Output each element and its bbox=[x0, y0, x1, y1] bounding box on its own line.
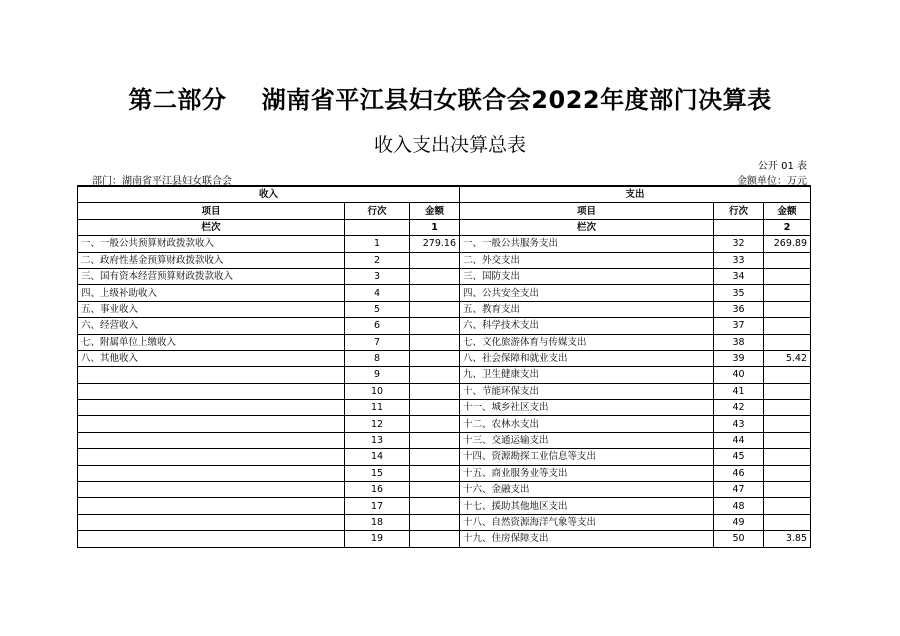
income-line-cell: 14 bbox=[345, 449, 410, 465]
income-line-cell: 18 bbox=[345, 514, 410, 530]
expense-item-cell: 十九、住房保障支出 bbox=[460, 531, 714, 547]
income-line-cell: 17 bbox=[345, 498, 410, 514]
expense-item-cell: 十二、农林水支出 bbox=[460, 416, 714, 432]
expense-line-cell: 39 bbox=[714, 350, 764, 366]
income-line-cell: 6 bbox=[345, 318, 410, 334]
expense-amount-cell: 3.85 bbox=[764, 531, 811, 547]
table-row bbox=[78, 252, 811, 268]
expense-line-cell: 49 bbox=[714, 514, 764, 530]
expense-item-cell: 十六、金融支出 bbox=[460, 482, 714, 498]
income-amount-cell bbox=[410, 514, 460, 530]
expense-line-cell: 35 bbox=[714, 285, 764, 301]
income-amount-cell bbox=[410, 350, 460, 366]
income-amount-cell bbox=[410, 531, 460, 547]
expense-line-cell: 41 bbox=[714, 383, 764, 399]
column-number-row bbox=[78, 219, 811, 235]
expense-item-cell: 三、国防支出 bbox=[460, 268, 714, 284]
expense-amount-cell bbox=[764, 498, 811, 514]
income-item-cell bbox=[78, 465, 345, 481]
income-line-cell: 8 bbox=[345, 350, 410, 366]
income-item-cell bbox=[78, 498, 345, 514]
table-row bbox=[78, 334, 811, 350]
income-line-cell: 1 bbox=[345, 236, 410, 252]
income-item-cell bbox=[78, 531, 345, 547]
income-col-number: 1 bbox=[410, 219, 460, 235]
table-subtitle: 收入支出决算总表 bbox=[373, 134, 526, 156]
expense-line-cell: 45 bbox=[714, 449, 764, 465]
expense-amount-cell bbox=[764, 449, 811, 465]
income-amount-cell bbox=[410, 465, 460, 481]
expense-amount-cell: 5.42 bbox=[764, 350, 811, 366]
table-row bbox=[78, 367, 811, 383]
income-amount-cell bbox=[410, 285, 460, 301]
income-item-cell bbox=[78, 432, 345, 448]
expense-amount-cell bbox=[764, 416, 811, 432]
income-line-cell: 5 bbox=[345, 301, 410, 317]
income-section-header: 收入 bbox=[78, 186, 460, 203]
income-item-cell bbox=[78, 482, 345, 498]
expense-line-cell: 47 bbox=[714, 482, 764, 498]
table-row bbox=[78, 514, 811, 530]
income-line-cell: 9 bbox=[345, 367, 410, 383]
expense-amount-cell bbox=[764, 268, 811, 284]
expense-item-cell: 九、卫生健康支出 bbox=[460, 367, 714, 383]
expense-section-header: 支出 bbox=[460, 186, 811, 203]
expense-item-cell: 七、文化旅游体育与传媒支出 bbox=[460, 334, 714, 350]
expense-item-header: 项目 bbox=[460, 203, 714, 219]
expense-col-label: 栏次 bbox=[460, 219, 714, 235]
expense-line-cell: 34 bbox=[714, 268, 764, 284]
income-item-cell bbox=[78, 449, 345, 465]
expense-item-cell: 十四、资源勘探工业信息等支出 bbox=[460, 449, 714, 465]
expense-line-cell: 46 bbox=[714, 465, 764, 481]
income-item-cell: 二、政府性基金预算财政拨款收入 bbox=[78, 252, 345, 268]
income-col-blank bbox=[345, 219, 410, 235]
table-row bbox=[78, 318, 811, 334]
table-row bbox=[78, 432, 811, 448]
table-row bbox=[78, 268, 811, 284]
expense-amount-cell bbox=[764, 482, 811, 498]
income-amount-cell bbox=[410, 252, 460, 268]
expense-amount-cell bbox=[764, 465, 811, 481]
income-expense-table bbox=[77, 185, 811, 548]
expense-line-cell: 44 bbox=[714, 432, 764, 448]
form-number: 公开 01 表 bbox=[757, 161, 807, 172]
income-amount-cell bbox=[410, 432, 460, 448]
expense-line-cell: 40 bbox=[714, 367, 764, 383]
income-line-cell: 13 bbox=[345, 432, 410, 448]
income-amount-cell bbox=[410, 301, 460, 317]
table-row bbox=[78, 482, 811, 498]
income-amount-cell bbox=[410, 482, 460, 498]
page-title: 第二部分 湖南省平江县妇女联合会2022年度部门决算表 bbox=[128, 86, 772, 114]
section-header-row bbox=[78, 186, 811, 203]
table-row bbox=[78, 383, 811, 399]
expense-line-cell: 33 bbox=[714, 252, 764, 268]
amount-unit: 金额单位：万元 bbox=[737, 176, 807, 187]
expense-line-cell: 36 bbox=[714, 301, 764, 317]
expense-col-number: 2 bbox=[764, 219, 811, 235]
expense-amount-cell bbox=[764, 383, 811, 399]
expense-item-cell: 十七、援助其他地区支出 bbox=[460, 498, 714, 514]
income-line-cell: 15 bbox=[345, 465, 410, 481]
table-row bbox=[78, 301, 811, 317]
expense-item-cell: 四、公共安全支出 bbox=[460, 285, 714, 301]
income-line-cell: 10 bbox=[345, 383, 410, 399]
expense-item-cell: 十八、自然资源海洋气象等支出 bbox=[460, 514, 714, 530]
expense-item-cell: 一、一般公共服务支出 bbox=[460, 236, 714, 252]
expense-item-cell: 六、科学技术支出 bbox=[460, 318, 714, 334]
expense-line-cell: 42 bbox=[714, 400, 764, 416]
income-line-cell: 19 bbox=[345, 531, 410, 547]
income-amount-cell bbox=[410, 318, 460, 334]
income-item-header: 项目 bbox=[78, 203, 345, 219]
income-item-cell: 三、国有资本经营预算财政拨款收入 bbox=[78, 268, 345, 284]
table-row bbox=[78, 531, 811, 547]
income-amount-cell: 279.16 bbox=[410, 236, 460, 252]
income-item-cell: 六、经营收入 bbox=[78, 318, 345, 334]
expense-item-cell: 八、社会保障和就业支出 bbox=[460, 350, 714, 366]
table-row bbox=[78, 236, 811, 252]
table-row bbox=[78, 285, 811, 301]
income-item-cell bbox=[78, 383, 345, 399]
income-amount-cell bbox=[410, 268, 460, 284]
income-item-cell bbox=[78, 400, 345, 416]
income-amount-cell bbox=[410, 400, 460, 416]
income-line-cell: 4 bbox=[345, 285, 410, 301]
expense-item-cell: 十、节能环保支出 bbox=[460, 383, 714, 399]
table-row bbox=[78, 465, 811, 481]
income-item-cell bbox=[78, 416, 345, 432]
department-label: 部门：湖南省平江县妇女联合会 bbox=[92, 176, 232, 187]
expense-item-cell: 十五、商业服务业等支出 bbox=[460, 465, 714, 481]
expense-amount-cell bbox=[764, 285, 811, 301]
income-line-cell: 3 bbox=[345, 268, 410, 284]
income-item-cell: 八、其他收入 bbox=[78, 350, 345, 366]
expense-item-cell: 五、教育支出 bbox=[460, 301, 714, 317]
income-item-cell: 四、上级补助收入 bbox=[78, 285, 345, 301]
income-amount-cell bbox=[410, 383, 460, 399]
income-item-cell: 五、事业收入 bbox=[78, 301, 345, 317]
expense-amount-cell bbox=[764, 432, 811, 448]
table-row bbox=[78, 400, 811, 416]
income-item-cell: 七、附属单位上缴收入 bbox=[78, 334, 345, 350]
income-line-header: 行次 bbox=[345, 203, 410, 219]
income-line-cell: 2 bbox=[345, 252, 410, 268]
income-col-label: 栏次 bbox=[78, 219, 345, 235]
table-row bbox=[78, 449, 811, 465]
income-amount-cell bbox=[410, 334, 460, 350]
income-amount-cell bbox=[410, 449, 460, 465]
column-header-row bbox=[78, 203, 811, 219]
income-amount-cell bbox=[410, 498, 460, 514]
table-row bbox=[78, 350, 811, 366]
income-item-cell bbox=[78, 367, 345, 383]
income-amount-cell bbox=[410, 367, 460, 383]
table-row bbox=[78, 416, 811, 432]
expense-line-cell: 43 bbox=[714, 416, 764, 432]
expense-line-cell: 50 bbox=[714, 531, 764, 547]
expense-amount-cell bbox=[764, 318, 811, 334]
expense-col-blank bbox=[714, 219, 764, 235]
expense-amount-cell bbox=[764, 334, 811, 350]
expense-amount-cell bbox=[764, 301, 811, 317]
expense-item-cell: 十一、城乡社区支出 bbox=[460, 400, 714, 416]
expense-line-cell: 32 bbox=[714, 236, 764, 252]
expense-item-cell: 十三、交通运输支出 bbox=[460, 432, 714, 448]
income-item-cell: 一、一般公共预算财政拨款收入 bbox=[78, 236, 345, 252]
expense-item-cell: 二、外交支出 bbox=[460, 252, 714, 268]
expense-amount-cell: 269.89 bbox=[764, 236, 811, 252]
income-item-cell bbox=[78, 514, 345, 530]
expense-amount-cell bbox=[764, 400, 811, 416]
table-row bbox=[78, 498, 811, 514]
income-line-cell: 12 bbox=[345, 416, 410, 432]
expense-line-cell: 38 bbox=[714, 334, 764, 350]
expense-line-header: 行次 bbox=[714, 203, 764, 219]
expense-line-cell: 48 bbox=[714, 498, 764, 514]
expense-amount-cell bbox=[764, 514, 811, 530]
expense-amount-cell bbox=[764, 367, 811, 383]
income-amount-cell bbox=[410, 416, 460, 432]
income-line-cell: 16 bbox=[345, 482, 410, 498]
income-line-cell: 11 bbox=[345, 400, 410, 416]
income-amount-header: 金额 bbox=[410, 203, 460, 219]
income-line-cell: 7 bbox=[345, 334, 410, 350]
expense-amount-header: 金额 bbox=[764, 203, 811, 219]
expense-line-cell: 37 bbox=[714, 318, 764, 334]
expense-amount-cell bbox=[764, 252, 811, 268]
